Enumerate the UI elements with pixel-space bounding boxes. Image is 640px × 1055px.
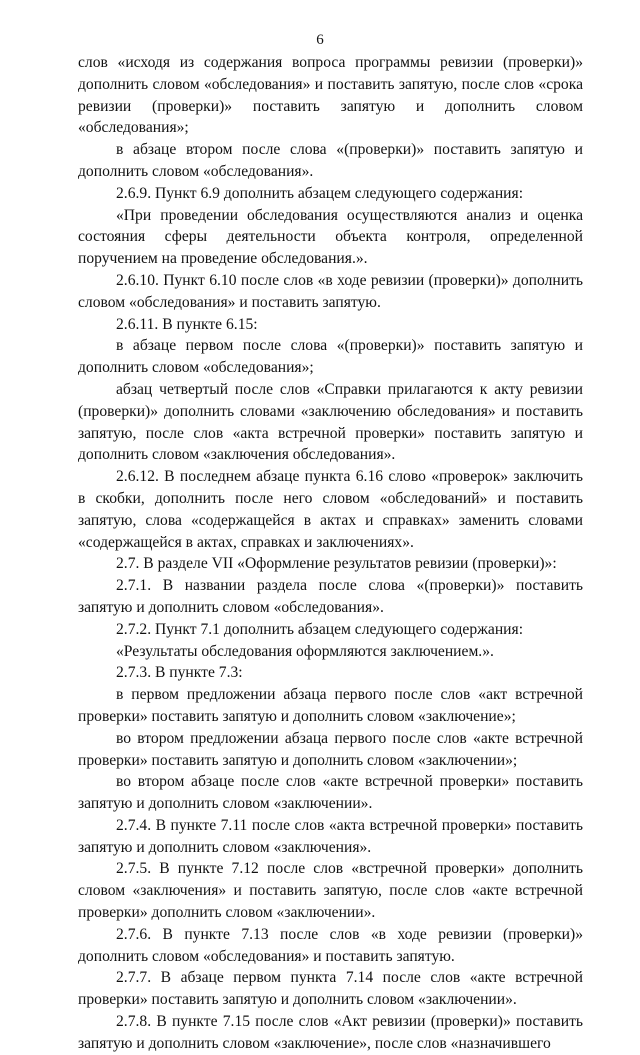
paragraph: 2.7. В разделе VII «Оформление результатов ревизии (проверки)»: — [116, 555, 557, 573]
paragraph: абзац четвертый после слов «Справки прилагаются к акту ревизии (проверки)» дополнить словами «заключению обследования» и поставить запятую, после слов «акта встречной проверки» поставить запятую и дополнить словом «заключения обследования». — [78, 380, 583, 464]
paragraph: слов «исходя из содержания вопроса программы ревизии (проверки)» дополнить словом «обследования» и поставить запятую, после слов «срока ревизии (проверки)» поставить запятую и дополнить словом «обследования»; — [78, 54, 583, 137]
paragraph: 2.7.5. В пункте 7.12 после слов «встречной проверки» дополнить словом «заключения» и поставить запятую, после слов «акте встречной проверки» дополнить словом «заключении». — [78, 860, 583, 922]
paragraph: 2.6.10. Пункт 6.10 после слов «в ходе ревизии (проверки)» дополнить словом «обследования» и поставить запятую. — [78, 271, 583, 311]
paragraph: 2.6.11. В пункте 6.15: — [116, 315, 258, 333]
page-number: 6 — [316, 32, 324, 48]
paragraph: 2.7.2. Пункт 7.1 дополнить абзацем следующего содержания: — [116, 620, 524, 638]
paragraph: «Результаты обследования оформляются заключением.». — [116, 642, 494, 660]
document-body — [78, 52, 583, 1055]
paragraph: в абзаце первом после слова «(проверки)» поставить запятую и дополнить словом «обследования»; — [78, 337, 583, 377]
paragraph: 2.7.6. В пункте 7.13 после слов «в ходе ревизии (проверки)» дополнить словом «обследования» и поставить запятую. — [78, 925, 583, 965]
paragraph: во втором абзаце после слов «акте встречной проверки» поставить запятую и дополнить словом «заключении». — [78, 773, 583, 813]
paragraph: 2.6.12. В последнем абзаце пункта 6.16 слово «проверок» заключить в скобки, дополнить после него словом «обследований» и поставить запятую, слова «содержащейся в актах и справках» заменить словами «содержащейся в актах, справках и заключениях». — [78, 468, 583, 551]
paragraph: 2.7.1. В названии раздела после слова «(проверки)» поставить запятую и дополнить словом «обследования». — [78, 577, 583, 616]
paragraph: 2.7.7. В абзаце первом пункта 7.14 после слов «акте встречной проверки» поставить запятую и дополнить словом «заключении». — [78, 969, 583, 1009]
paragraph: во втором предложении абзаца первого после слов «акте встречной проверки» поставить запятую и дополнить словом «заключении»; — [78, 729, 583, 769]
paragraph: 2.7.3. В пункте 7.3: — [116, 664, 243, 682]
paragraph: «При проведении обследования осуществляются анализ и оценка состояния сферы деятельности объекта контроля, определенной поручением на проведение обследования.». — [78, 206, 583, 268]
paragraph: 2.7.4. В пункте 7.11 после слов «акта встречной проверки» поставить запятую и дополнить словом «заключения». — [78, 816, 583, 856]
paragraph: в первом предложении абзаца первого после слов «акт встречной проверки» поставить запятую и дополнить словом «заключение»; — [78, 686, 583, 725]
paragraph: в абзаце втором после слова «(проверки)» поставить запятую и дополнить словом «обследования». — [78, 141, 583, 180]
paragraph: 2.7.8. В пункте 7.15 после слов «Акт ревизии (проверки)» поставить запятую и дополнить словом «заключение», после слов «назначившего — [78, 1013, 583, 1052]
paragraph: 2.6.9. Пункт 6.9 дополнить абзацем следующего содержания: — [116, 184, 524, 202]
